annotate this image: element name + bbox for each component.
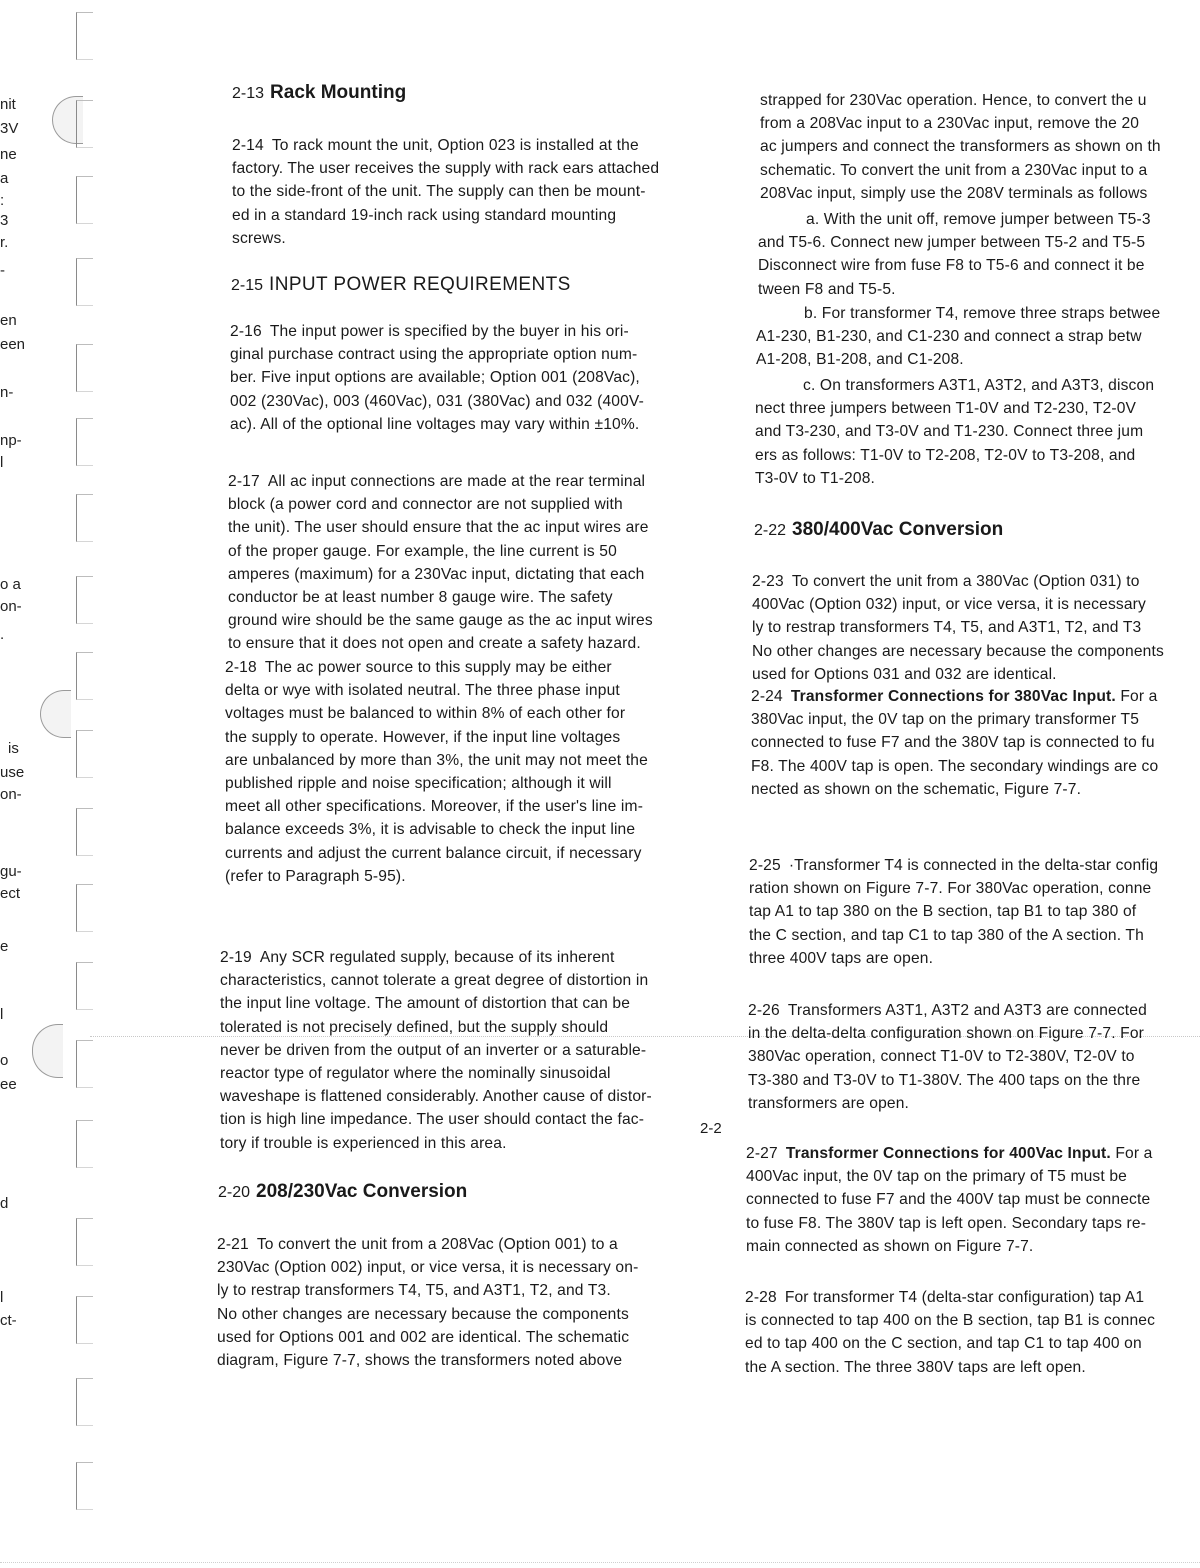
text-line (220, 1062, 652, 1085)
binder-mark (76, 1040, 93, 1088)
binder-mark (76, 418, 93, 466)
section-title: INPUT POWER REQUIREMENTS (269, 274, 571, 295)
section-title: Rack Mounting (270, 82, 407, 103)
inline-title: Transformer Connections for 400Vac Input. (785, 1145, 1111, 1162)
paragraph-number: 2-14 (232, 137, 264, 154)
text-line (756, 348, 1160, 371)
edge-fragment: : (0, 192, 5, 209)
text-line (217, 1349, 638, 1372)
line-text: strapped for 230Vac operation. Hence, to convert the u (760, 92, 1147, 109)
heading-2-13: 2-13 Rack Mounting (232, 82, 407, 103)
line-text: (refer to Paragraph 5-95). (225, 867, 406, 885)
text-line (758, 208, 1151, 231)
inline-title: Transformer Connections for 380Vac Input. (790, 688, 1116, 705)
edge-fragment: on- (0, 786, 22, 803)
binder-hole-bottom (32, 1024, 63, 1078)
text-line (749, 854, 1158, 877)
edge-fragment: 3 (0, 212, 9, 229)
edge-fragment: ect (0, 885, 21, 902)
binder-mark (76, 494, 93, 542)
line-text: the supply to operate. However, if the input line voltages (225, 728, 621, 746)
text-line (745, 1332, 1155, 1355)
binder-mark (76, 258, 93, 306)
line-text: tion is high line impedance. The user should contact the fac- (220, 1111, 645, 1129)
line-text: To convert the unit from a 208Vac (Option 001) to a (256, 1236, 618, 1253)
text-line (232, 157, 659, 180)
edge-fragment: - (0, 262, 5, 279)
text-line (230, 413, 644, 436)
binder-mark (76, 808, 93, 856)
text-line (758, 254, 1151, 277)
line-text: T3-380 and T3-0V to T1-380V. The 400 taps on the thre (748, 1071, 1141, 1089)
text-line (755, 397, 1154, 420)
text-line (217, 1233, 638, 1256)
line-text: and T5-6. Connect new jumper between T5-2 and T5-5 (758, 234, 1146, 252)
edge-fragment: use (0, 764, 25, 781)
line-text: 230Vac (Option 002) input, or vice versa, it is necessary on- (217, 1259, 639, 1277)
paragraph-number: 2-28 (745, 1289, 777, 1306)
paragraph-2-24 (751, 685, 1158, 801)
text-line (746, 1165, 1152, 1188)
heading-2-15: 2-15 INPUT POWER REQUIREMENTS (231, 274, 571, 295)
text-line (228, 586, 653, 609)
text-line (749, 924, 1158, 947)
edge-fragment: l (0, 1289, 4, 1306)
line-text: ed to tap 400 on the C section, and tap C1 to tap 400 on (745, 1335, 1142, 1353)
edge-fragment: r. (0, 234, 9, 251)
line-text: connected to fuse F7 and the 400V tap must be connecte (746, 1191, 1151, 1209)
text-line (760, 159, 1161, 182)
text-line (745, 1309, 1155, 1332)
line-text: 380Vac input, the 0V tap on the primary transformer T5 (751, 711, 1140, 729)
binder-mark (76, 884, 93, 932)
line-text: ly to restrap transformers T4, T5, and A3T1, T2, and T3 (752, 619, 1142, 637)
binder-mark (76, 12, 93, 60)
line-text: A1-208, B1-208, and C1-208. (756, 351, 964, 369)
line-text: delta or wye with isolated neutral. The three phase input (225, 682, 620, 700)
line-text: 380Vac operation, connect T1-0V to T2-380V, T2-0V to (748, 1048, 1135, 1066)
text-line (217, 1256, 638, 1279)
edge-fragment: o (0, 1052, 9, 1069)
text-line (748, 999, 1147, 1022)
line-text: tap A1 to tap 380 on the B section, tap B1 to tap 380 of (749, 903, 1137, 921)
line-text: transformers are open. (748, 1094, 910, 1112)
line-text: Any SCR regulated supply, because of its inherent (259, 949, 615, 966)
paragraph-2-27 (746, 1142, 1152, 1258)
heading-2-22: 2-22 380/400Vac Conversion (754, 519, 1004, 540)
text-line (758, 231, 1151, 254)
line-text: For transformer T4 (delta-star configuration) tap A1 (784, 1289, 1145, 1306)
line-text: tween F8 and T5-5. (758, 280, 896, 298)
edge-fragment: np- (0, 432, 22, 449)
paragraph-2-28 (745, 1286, 1155, 1379)
paragraph-number: 2-27 (746, 1145, 778, 1162)
paragraph-number: 2-16 (230, 323, 262, 340)
text-line (232, 134, 659, 157)
line-text: ·Transformer T4 is connected in the delta-star config (788, 857, 1159, 874)
line-text: and T3-230, and T3-0V and T1-230. Connect three jum (755, 423, 1144, 441)
line-text: the input line voltage. The amount of distortion that can be (220, 995, 631, 1013)
edge-fragment: . (0, 626, 5, 643)
text-line (220, 992, 652, 1015)
line-text: block (a power cord and connector are not supplied with (228, 496, 623, 514)
line-text: of the proper gauge. For example, the line current is 50 (228, 542, 617, 560)
line-text: 002 (230Vac), 003 (460Vac), 031 (380Vac) and 032 (400V- (230, 392, 644, 410)
line-text: c. On transformers A3T1, A3T2, and A3T3, discon (803, 377, 1155, 394)
edge-fragment: e (0, 938, 9, 955)
line-text: three 400V taps are open. (749, 949, 934, 967)
line-text: No other changes are necessary because the components (217, 1305, 629, 1323)
line-text: Disconnect wire from fuse F8 to T5-6 and connect it be (758, 257, 1145, 275)
text-line (748, 1069, 1147, 1092)
text-line (230, 320, 644, 343)
text-line (220, 969, 652, 992)
text-line (752, 640, 1164, 663)
text-line (745, 1356, 1155, 1379)
text-line (220, 946, 652, 969)
edge-fragment: gu- (0, 863, 22, 880)
text-line (220, 1108, 652, 1131)
text-line (760, 112, 1161, 135)
text-line (220, 1132, 652, 1155)
line-text: ly to restrap transformers T4, T5, and A3T1, T2, and T3. (217, 1282, 611, 1300)
text-line (230, 390, 644, 413)
text-line (225, 818, 648, 841)
heading-2-20: 2-20 208/230Vac Conversion (218, 1181, 468, 1202)
paragraph-number: 2-24 (751, 688, 783, 705)
text-line (225, 795, 648, 818)
text-line (756, 325, 1160, 348)
edge-fragment: n- (0, 384, 14, 401)
edge-fragment: o a (0, 576, 21, 593)
line-text: to the side-front of the unit. The supply can then be mount- (232, 183, 646, 201)
section-title: 208/230Vac Conversion (256, 1181, 468, 1202)
text-line (748, 1092, 1147, 1115)
line-text: reactor type of regulator where the nominally sinusoidal (220, 1065, 611, 1083)
text-line (756, 302, 1160, 325)
text-line (755, 374, 1154, 397)
line-text: ac jumpers and connect the transformers as shown on th (760, 138, 1161, 156)
edge-fragment: l (0, 454, 4, 471)
line-text: No other changes are necessary because the components (752, 642, 1164, 660)
line-text: The input power is specified by the buyer in his ori- (269, 323, 629, 340)
edge-fragment: een (0, 336, 26, 353)
text-line (749, 877, 1158, 900)
binder-mark (76, 1218, 93, 1266)
paragraph-number: 2-21 (217, 1236, 249, 1253)
line-text: 400Vac (Option 032) input, or vice versa, it is necessary (752, 596, 1146, 614)
edge-fragment: nit (0, 96, 16, 113)
scan-bottom-edge (0, 1562, 1200, 1563)
paragraph-number: 2-23 (752, 573, 784, 590)
line-text: are unbalanced by more than 3%, the unit may not meet the (225, 751, 648, 769)
line-text: ed in a standard 19-inch rack using standard mounting (232, 206, 617, 224)
line-text: F8. The 400V tap is open. The secondary windings are co (751, 757, 1159, 775)
text-line (225, 656, 648, 679)
line-text: ber. Five input options are available; Option 001 (208Vac), (230, 369, 640, 387)
paragraph-2-19 (220, 946, 652, 1155)
text-line (755, 467, 1154, 490)
binder-hole-middle (40, 690, 71, 738)
text-line (760, 182, 1161, 205)
text-line (228, 493, 653, 516)
line-text: diagram, Figure 7-7, shows the transformers noted above (217, 1352, 623, 1370)
edge-fragment: en (0, 312, 17, 329)
line-text: balance exceeds 3%, it is advisable to check the input line (225, 821, 636, 839)
line-text: tolerated is not precisely defined, but the supply should (220, 1018, 609, 1036)
edge-fragment: ne (0, 146, 17, 163)
line-text: to fuse F8. The 380V tap is left open. Secondary taps re- (746, 1214, 1147, 1232)
text-line (752, 663, 1164, 686)
text-line (746, 1188, 1152, 1211)
text-line (217, 1303, 638, 1326)
line-text: published ripple and noise specification; although it will (225, 775, 612, 793)
line-text: used for Options 001 and 002 are identical. The schematic (217, 1328, 630, 1346)
paragraph-2-25 (749, 854, 1158, 970)
line-text: ginal purchase contract using the appropriate option num- (230, 346, 638, 364)
line-text: is connected to tap 400 on the B section, tap B1 is connec (745, 1312, 1156, 1330)
line-text: screws. (232, 229, 286, 247)
line-text: nected as shown on the schematic, Figure 7-7. (751, 780, 1082, 798)
text-line (758, 278, 1151, 301)
text-line (749, 900, 1158, 923)
line-text: ers as follows: T1-0V to T2-208, T2-0V to T3-208, and (755, 446, 1136, 464)
text-line (746, 1235, 1152, 1258)
line-text: All ac input connections are made at the rear terminal (267, 473, 646, 490)
line-text: To convert the unit from a 380Vac (Option 031) to (791, 573, 1140, 590)
line-text: voltages must be balanced to within 8% of each other for (225, 705, 626, 723)
line-text: to ensure that it does not open and create a safety hazard. (228, 635, 641, 653)
line-text: currents and adjust the current balance circuit, if necessary (225, 844, 642, 862)
text-line (746, 1212, 1152, 1235)
text-line (220, 1039, 652, 1062)
line-text: conductor be at least number 8 gauge wire. The safety (228, 589, 613, 607)
edge-fragment: a (0, 170, 9, 187)
line-text: Transformers A3T1, A3T2 and A3T3 are connected (787, 1002, 1147, 1019)
edge-fragment: is (8, 740, 19, 757)
step-b (756, 302, 1160, 372)
section-title: 380/400Vac Conversion (792, 519, 1004, 540)
line-text: 208Vac input, simply use the 208V terminals as follows (760, 184, 1148, 202)
text-line (755, 420, 1154, 443)
paragraph-number: 2-19 (220, 949, 252, 966)
binder-mark (76, 962, 93, 1010)
binder-mark (76, 730, 93, 778)
edge-fragment: on- (0, 598, 22, 615)
line-text: For a (1120, 688, 1158, 705)
text-line (752, 570, 1164, 593)
line-text: ac). All of the optional line voltages may vary within ±10%. (230, 415, 640, 433)
paragraph-number: 2-25 (749, 857, 781, 874)
binder-mark (76, 176, 93, 224)
text-line (232, 180, 659, 203)
line-text: schematic. To convert the unit from a 230Vac input to a (760, 161, 1148, 179)
line-text: The ac power source to this supply may be either (264, 659, 612, 676)
paragraph-number: 2-18 (225, 659, 257, 676)
text-line (217, 1326, 638, 1349)
binder-mark (76, 344, 93, 392)
line-text: nect three jumpers between T1-0V and T2-230, T2-0V (755, 400, 1137, 418)
text-line (751, 778, 1158, 801)
text-line (225, 842, 648, 865)
text-line (228, 632, 653, 655)
binder-mark (76, 1296, 93, 1344)
text-line (225, 702, 648, 725)
edge-fragment: ee (0, 1076, 17, 1093)
edge-fragment: l (0, 1006, 4, 1023)
text-line (232, 204, 659, 227)
paragraph-number: 2-26 (748, 1002, 780, 1019)
line-text: ground wire should be the same gauge as the ac input wires (228, 612, 653, 630)
step-a (758, 208, 1151, 301)
text-line (220, 1016, 652, 1039)
line-text: the unit). The user should ensure that the ac input wires are (228, 519, 649, 537)
text-line (225, 726, 648, 749)
line-text: T3-0V to T1-208. (755, 469, 875, 487)
paragraph-2-21 (217, 1233, 638, 1372)
line-text: factory. The user receives the supply with rack ears attached (232, 160, 660, 178)
line-text: the A section. The three 380V taps are left open. (745, 1358, 1086, 1376)
paragraph-2-14 (232, 134, 659, 250)
line-text: ration shown on Figure 7-7. For 380Vac operation, conne (749, 880, 1152, 898)
line-text: a. With the unit off, remove jumper between T5-3 (806, 211, 1151, 228)
line-text: 400Vac input, the 0V tap on the primary of T5 must be (746, 1168, 1127, 1186)
text-line (751, 755, 1158, 778)
text-line (228, 563, 653, 586)
text-line (230, 343, 644, 366)
line-text: For a (1115, 1145, 1153, 1162)
line-text: in the delta-delta configuration shown on Figure 7-7. For (748, 1025, 1145, 1043)
binder-mark (76, 1378, 93, 1426)
line-text: meet all other specifications. Moreover, if the user's line im- (225, 798, 644, 816)
line-text: characteristics, cannot tolerate a great degree of distortion in (220, 972, 649, 990)
text-line (217, 1279, 638, 1302)
line-text: To rack mount the unit, Option 023 is installed at the (271, 137, 639, 154)
binder-mark (76, 100, 93, 148)
line-text: main connected as shown on Figure 7-7. (746, 1237, 1034, 1255)
text-line (752, 593, 1164, 616)
paragraph-2-17 (228, 470, 653, 656)
page-number: 2-2 (700, 1120, 722, 1137)
paragraph-2-16 (230, 320, 644, 436)
binder-mark (76, 1120, 93, 1168)
text-line (760, 135, 1161, 158)
text-line (751, 708, 1158, 731)
text-line (228, 516, 653, 539)
text-line (760, 89, 1161, 112)
text-line (225, 865, 648, 888)
text-line (225, 772, 648, 795)
text-line (230, 366, 644, 389)
line-text: connected to fuse F7 and the 380V tap is connected to fu (751, 734, 1155, 752)
text-line (748, 1022, 1147, 1045)
step-c (755, 374, 1154, 490)
binder-mark (76, 652, 93, 700)
line-text: b. For transformer T4, remove three straps betwee (804, 305, 1161, 322)
paragraph-2-26 (748, 999, 1147, 1115)
text-line (225, 749, 648, 772)
paragraph-continued (760, 89, 1161, 205)
text-line (752, 616, 1164, 639)
line-text: never be driven from the output of an inverter or a saturable- (220, 1041, 647, 1059)
text-line (220, 1085, 652, 1108)
line-text: amperes (maximum) for a 230Vac input, dictating that each (228, 565, 645, 583)
paragraph-2-23 (752, 570, 1164, 686)
line-text: A1-230, B1-230, and C1-230 and connect a strap betw (756, 328, 1142, 346)
text-line (755, 444, 1154, 467)
text-line (749, 947, 1158, 970)
text-line (751, 685, 1158, 708)
text-line (232, 227, 659, 250)
line-text: waveshape is flattened considerably. Another cause of distor- (220, 1088, 652, 1106)
text-line (746, 1142, 1152, 1165)
paragraph-number: 2-17 (228, 473, 260, 490)
text-line (228, 470, 653, 493)
paragraph-2-18 (225, 656, 648, 888)
text-line (228, 609, 653, 632)
text-line (745, 1286, 1155, 1309)
edge-fragment: 3V (0, 120, 19, 137)
text-line (228, 540, 653, 563)
edge-fragment: ct- (0, 1312, 17, 1329)
line-text: used for Options 031 and 032 are identical. (752, 665, 1057, 683)
binder-mark (76, 1462, 93, 1510)
text-line (751, 731, 1158, 754)
text-line (225, 679, 648, 702)
line-text: the C section, and tap C1 to tap 380 of the A section. Th (749, 926, 1144, 944)
edge-fragment: d (0, 1195, 9, 1212)
line-text: from a 208Vac input to a 230Vac input, remove the 20 (760, 115, 1140, 133)
text-line (748, 1045, 1147, 1068)
binder-mark (76, 576, 93, 624)
line-text: tory if trouble is experienced in this area. (220, 1134, 507, 1152)
